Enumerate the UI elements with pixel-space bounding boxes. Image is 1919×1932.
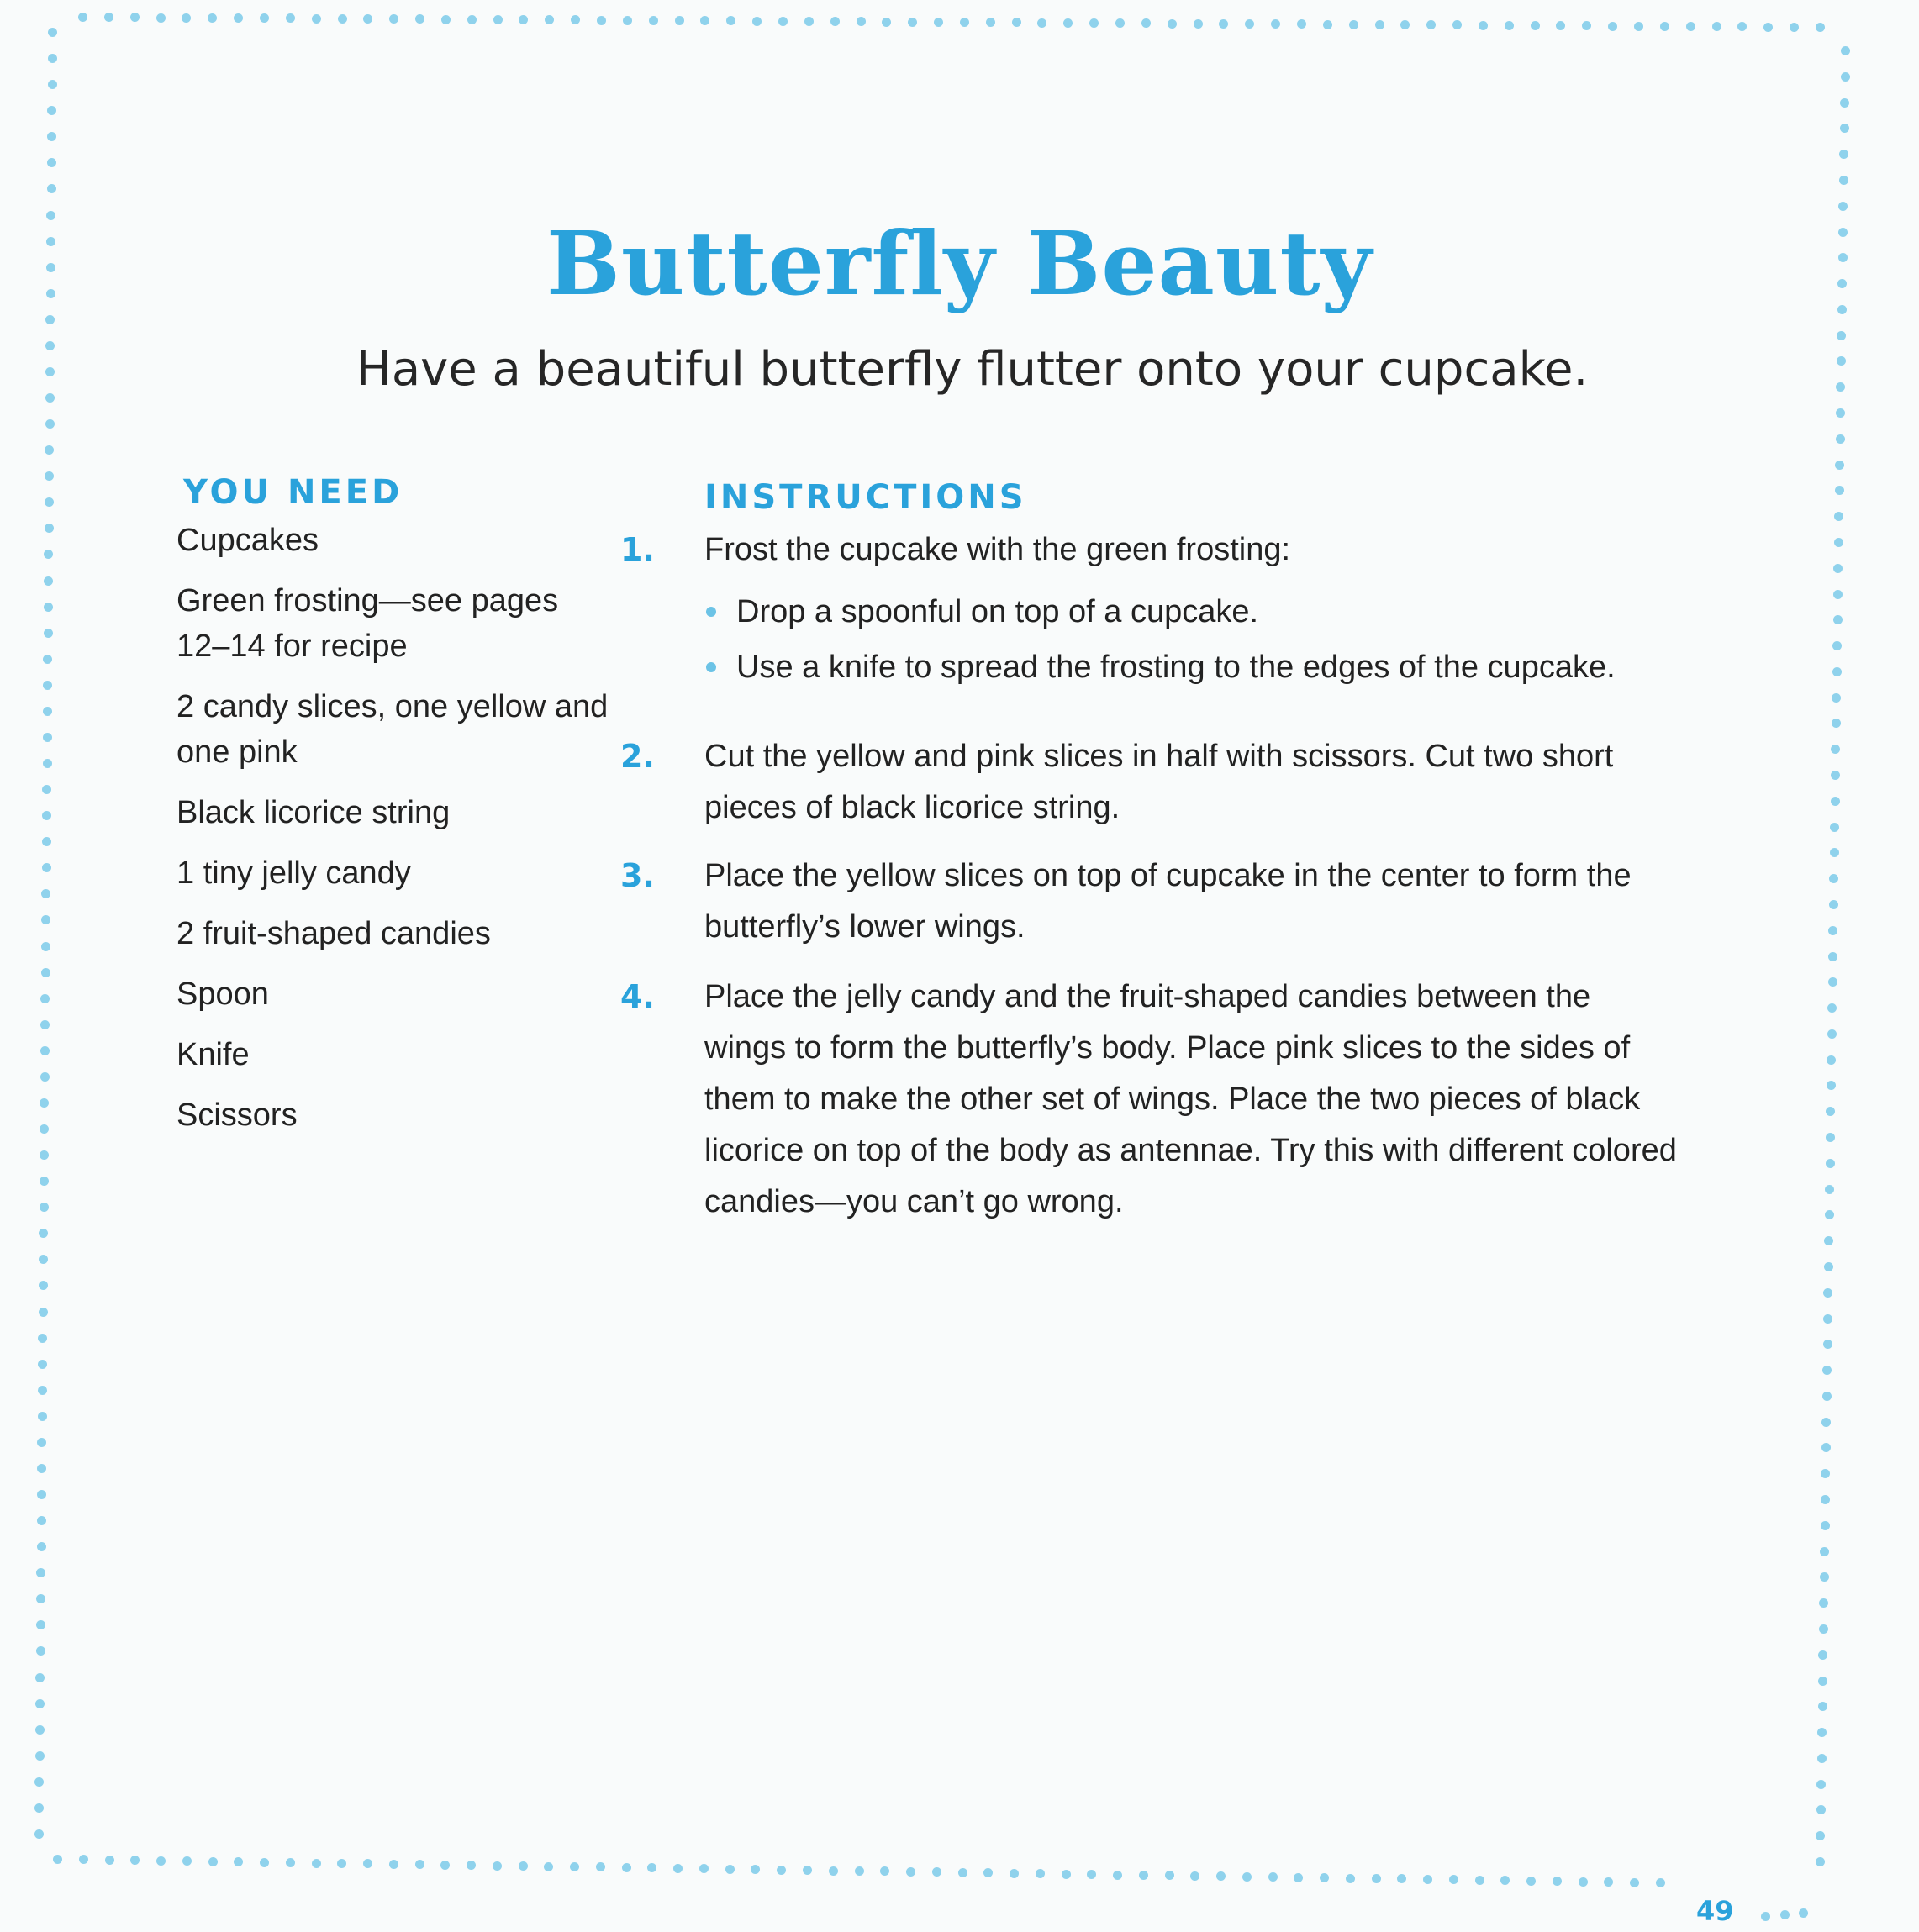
list-item: Scissors bbox=[177, 1098, 298, 1133]
step-text: Cut the yellow and pink slices in half with scissors. Cut two short pieces of black licorice string. bbox=[704, 739, 1614, 825]
border-dot bbox=[40, 1020, 50, 1029]
border-dot bbox=[1821, 1418, 1831, 1427]
border-dot bbox=[1479, 21, 1488, 30]
border-dot bbox=[43, 759, 52, 768]
border-dot bbox=[42, 785, 51, 794]
border-dot bbox=[1833, 564, 1843, 573]
border-dot bbox=[958, 1868, 967, 1877]
border-dot bbox=[48, 80, 57, 89]
list-item: Knife bbox=[177, 1037, 250, 1072]
border-dot bbox=[1712, 22, 1721, 31]
border-dot bbox=[441, 15, 451, 24]
border-dot bbox=[1841, 72, 1850, 82]
border-dot bbox=[44, 550, 53, 559]
border-dot bbox=[751, 1865, 760, 1874]
border-dot bbox=[1139, 1871, 1148, 1880]
border-dot bbox=[1397, 1874, 1406, 1883]
border-dot bbox=[37, 1542, 46, 1551]
border-dot bbox=[36, 1568, 45, 1577]
border-dot bbox=[1242, 1872, 1252, 1882]
border-dot bbox=[1826, 1107, 1835, 1116]
border-dot bbox=[467, 15, 477, 24]
border-dot bbox=[1839, 176, 1848, 185]
border-dot bbox=[208, 1857, 218, 1866]
border-dot bbox=[986, 18, 995, 27]
border-dot bbox=[934, 18, 943, 27]
border-dot bbox=[34, 1803, 44, 1813]
border-dot bbox=[312, 14, 321, 24]
border-dot bbox=[338, 14, 347, 24]
border-dot bbox=[1835, 461, 1844, 470]
border-dot bbox=[1423, 1875, 1432, 1884]
border-dot bbox=[36, 1594, 45, 1603]
border-dot bbox=[596, 1862, 605, 1871]
border-dot bbox=[519, 15, 528, 24]
border-dot bbox=[622, 1863, 631, 1872]
border-dot bbox=[105, 1856, 114, 1865]
border-dot bbox=[1816, 1831, 1825, 1840]
border-dot bbox=[493, 1861, 502, 1871]
border-dot bbox=[37, 1438, 46, 1447]
instruction-step-3 bbox=[620, 850, 1679, 953]
border-dot bbox=[1165, 1871, 1174, 1880]
border-dot bbox=[1816, 1805, 1826, 1814]
border-dot bbox=[78, 13, 87, 22]
border-dot bbox=[1799, 1908, 1808, 1918]
border-dot bbox=[1832, 641, 1842, 650]
border-dot bbox=[44, 629, 53, 638]
border-dot bbox=[1505, 21, 1514, 30]
border-dot bbox=[906, 1867, 915, 1877]
border-dot bbox=[1297, 19, 1306, 29]
border-dot bbox=[47, 158, 56, 167]
border-dot bbox=[37, 1490, 46, 1499]
border-dot bbox=[1825, 1210, 1834, 1219]
border-dot bbox=[1820, 1547, 1829, 1556]
border-dot bbox=[35, 1725, 45, 1735]
border-dot bbox=[234, 13, 243, 23]
border-dot bbox=[46, 211, 55, 220]
border-dot bbox=[45, 471, 54, 481]
bullet-icon bbox=[706, 607, 716, 617]
border-dot bbox=[1819, 1598, 1828, 1608]
border-dot bbox=[1838, 202, 1848, 211]
border-dot bbox=[1608, 22, 1617, 31]
border-dot bbox=[39, 1255, 48, 1264]
border-dot bbox=[1216, 1871, 1226, 1881]
step-text: Place the jelly candy and the fruit-shaped candies between the wings to form the butterfly’s body. Place pink slices to the sides of them to make the other set of wings. Place the two pieces of black licorice on top of the body as antennae. Try this with different colored candies—you can’t go wrong. bbox=[704, 979, 1677, 1219]
border-dot bbox=[882, 18, 891, 27]
instructions-heading: INSTRUCTIONS bbox=[704, 478, 1027, 517]
border-dot bbox=[1245, 19, 1254, 29]
border-dot bbox=[45, 419, 55, 429]
border-dot bbox=[1036, 1869, 1045, 1878]
border-dot bbox=[1816, 1857, 1825, 1866]
border-dot bbox=[1836, 434, 1845, 444]
bullet-icon bbox=[706, 662, 716, 672]
border-dot bbox=[1823, 1288, 1832, 1298]
border-dot bbox=[1526, 1877, 1536, 1886]
border-dot bbox=[1816, 23, 1825, 32]
border-dot bbox=[647, 1863, 656, 1872]
border-dot bbox=[493, 15, 503, 24]
sub-list-item bbox=[704, 640, 1679, 695]
step-number: 4. bbox=[620, 978, 655, 1015]
border-dot bbox=[35, 1673, 45, 1682]
list-item: 2 fruit-shaped candies bbox=[177, 916, 491, 951]
step-number: 1. bbox=[620, 531, 655, 568]
border-dot bbox=[38, 1360, 47, 1369]
border-dot bbox=[37, 1516, 46, 1525]
border-dot bbox=[286, 13, 295, 23]
border-dot bbox=[571, 15, 580, 24]
border-dot bbox=[908, 18, 917, 27]
border-dot bbox=[1089, 18, 1099, 28]
border-dot bbox=[38, 1334, 47, 1343]
border-dot bbox=[1840, 124, 1849, 133]
border-dot bbox=[1828, 926, 1837, 935]
border-dot bbox=[1828, 952, 1837, 961]
border-dot bbox=[1826, 1133, 1835, 1142]
border-dot bbox=[79, 1855, 88, 1864]
border-dot bbox=[1556, 21, 1565, 30]
border-dot bbox=[1656, 1878, 1665, 1887]
step-number: 3. bbox=[620, 857, 655, 894]
border-dot bbox=[545, 15, 554, 24]
list-item: Black licorice string bbox=[177, 795, 451, 830]
border-dot bbox=[1062, 1870, 1071, 1879]
border-dot bbox=[1604, 1877, 1613, 1887]
border-dot bbox=[777, 1866, 786, 1875]
border-dot bbox=[45, 315, 55, 324]
border-dot bbox=[1840, 98, 1849, 108]
border-dot bbox=[1579, 1877, 1588, 1887]
border-dot bbox=[1268, 1872, 1278, 1882]
border-dot bbox=[34, 1829, 44, 1839]
border-dot bbox=[1063, 18, 1073, 28]
border-dot bbox=[1817, 1754, 1827, 1763]
border-dot bbox=[1824, 1236, 1833, 1245]
border-dot bbox=[39, 1229, 48, 1238]
border-dot bbox=[104, 13, 113, 22]
border-dot bbox=[1219, 19, 1228, 29]
border-dot bbox=[1531, 21, 1540, 30]
border-dot bbox=[1835, 486, 1844, 495]
border-dot bbox=[649, 16, 658, 25]
border-dot bbox=[880, 1866, 889, 1876]
border-dot bbox=[1824, 1262, 1833, 1271]
border-dot bbox=[42, 837, 51, 846]
border-dot bbox=[597, 16, 606, 25]
border-dot bbox=[1686, 22, 1695, 31]
list-item: Green frosting—see pages 12–14 for recipe bbox=[177, 583, 559, 664]
border-dot bbox=[1827, 1081, 1836, 1090]
border-dot bbox=[130, 13, 140, 22]
border-dot bbox=[45, 393, 55, 403]
border-dot bbox=[363, 1859, 372, 1868]
border-dot bbox=[389, 14, 398, 24]
border-dot bbox=[830, 17, 840, 26]
border-dot bbox=[1832, 693, 1841, 703]
border-dot bbox=[1831, 745, 1840, 754]
border-dot bbox=[1294, 1873, 1303, 1882]
border-dot bbox=[41, 915, 50, 924]
border-dot bbox=[1780, 1910, 1790, 1919]
border-dot bbox=[1818, 1677, 1827, 1686]
border-dot bbox=[1168, 19, 1177, 29]
border-dot bbox=[1660, 22, 1669, 31]
border-dot bbox=[1821, 1469, 1830, 1478]
border-dot bbox=[960, 18, 969, 27]
border-dot bbox=[1822, 1392, 1832, 1401]
border-dot bbox=[42, 811, 51, 820]
border-dot bbox=[1010, 1869, 1019, 1878]
step-text: Frost the cupcake with the green frosting: bbox=[704, 532, 1291, 567]
instruction-step-1 bbox=[620, 524, 1679, 695]
border-dot bbox=[1375, 20, 1384, 29]
border-dot bbox=[467, 1861, 476, 1870]
border-dot bbox=[286, 1858, 295, 1867]
border-dot bbox=[1821, 1521, 1830, 1530]
border-dot bbox=[44, 576, 53, 586]
border-dot bbox=[53, 1855, 62, 1864]
border-dot bbox=[36, 1620, 45, 1629]
border-dot bbox=[45, 497, 54, 507]
page-title: Butterfly Beauty bbox=[546, 212, 1373, 315]
border-dot bbox=[130, 1856, 140, 1865]
border-dot bbox=[415, 14, 424, 24]
border-dot bbox=[43, 707, 52, 716]
sub-list-text: Use a knife to spread the frosting to the edges of the cupcake. bbox=[736, 650, 1616, 685]
border-dot bbox=[156, 1856, 166, 1866]
border-dot bbox=[1553, 1877, 1562, 1886]
instruction-step-2 bbox=[620, 731, 1679, 834]
border-dot bbox=[1475, 1876, 1484, 1885]
border-dot bbox=[39, 1308, 48, 1317]
border-dot bbox=[1630, 1878, 1639, 1887]
list-item: Spoon bbox=[177, 977, 269, 1012]
border-dot bbox=[38, 1386, 47, 1395]
border-dot bbox=[1830, 848, 1839, 857]
sub-list-text: Drop a spoonful on top of a cupcake. bbox=[736, 594, 1259, 629]
border-dot bbox=[1828, 977, 1837, 987]
border-dot bbox=[699, 1864, 709, 1873]
border-dot bbox=[675, 16, 684, 25]
border-dot bbox=[570, 1862, 579, 1871]
border-dot bbox=[1426, 20, 1436, 29]
border-dot bbox=[1821, 1495, 1830, 1504]
border-dot bbox=[857, 17, 866, 26]
border-dot bbox=[1761, 1912, 1770, 1921]
border-dot bbox=[1634, 22, 1643, 31]
border-dot bbox=[47, 106, 56, 115]
list-item: Cupcakes bbox=[177, 523, 319, 558]
border-dot bbox=[752, 17, 762, 26]
border-dot bbox=[337, 1859, 346, 1868]
border-dot bbox=[41, 968, 50, 977]
border-dot bbox=[41, 889, 50, 898]
border-dot bbox=[48, 28, 57, 37]
border-dot bbox=[1820, 1572, 1829, 1582]
border-dot bbox=[1831, 797, 1840, 806]
border-dot bbox=[1817, 1728, 1827, 1737]
sub-list-item bbox=[704, 584, 1679, 640]
border-dot bbox=[1825, 1185, 1834, 1194]
border-dot bbox=[34, 1777, 44, 1787]
list-item: 1 tiny jelly candy bbox=[177, 855, 411, 891]
border-dot bbox=[1400, 20, 1410, 29]
border-dot bbox=[1834, 512, 1843, 521]
step-number: 2. bbox=[620, 738, 655, 775]
border-dot bbox=[1839, 150, 1848, 159]
border-dot bbox=[1834, 538, 1843, 547]
border-dot bbox=[1827, 1003, 1837, 1013]
border-dot bbox=[47, 184, 56, 193]
border-dot bbox=[47, 132, 56, 141]
border-dot bbox=[932, 1867, 941, 1877]
border-dot bbox=[829, 1866, 838, 1876]
border-dot bbox=[1271, 19, 1280, 29]
border-dot bbox=[156, 13, 166, 23]
border-dot bbox=[855, 1866, 864, 1876]
border-dot bbox=[440, 1861, 450, 1870]
ingredients-list bbox=[177, 518, 614, 1153]
border-dot bbox=[1087, 1870, 1096, 1879]
border-dot bbox=[1012, 18, 1021, 27]
border-dot bbox=[1827, 1029, 1837, 1039]
border-dot bbox=[1323, 20, 1332, 29]
border-dot bbox=[1449, 1875, 1458, 1884]
border-dot bbox=[42, 863, 51, 872]
border-dot bbox=[1818, 1702, 1827, 1711]
border-dot bbox=[1836, 408, 1845, 418]
border-dot bbox=[1823, 1314, 1832, 1324]
border-dot bbox=[1763, 23, 1773, 32]
border-dot bbox=[41, 942, 50, 951]
step-sub-list bbox=[704, 584, 1679, 695]
border-dot bbox=[1833, 615, 1843, 624]
border-dot bbox=[725, 1865, 735, 1874]
border-dot bbox=[234, 1857, 243, 1866]
border-dot bbox=[39, 1281, 48, 1290]
border-dot bbox=[363, 14, 372, 24]
border-dot bbox=[44, 603, 53, 612]
border-dot bbox=[1822, 1366, 1832, 1375]
border-dot bbox=[38, 1412, 47, 1421]
border-dot bbox=[1823, 1340, 1832, 1349]
border-dot bbox=[45, 524, 54, 533]
border-dot bbox=[40, 1124, 49, 1134]
border-dot bbox=[1037, 18, 1046, 28]
border-dot bbox=[40, 1177, 49, 1186]
border-dot bbox=[673, 1864, 683, 1873]
you-need-heading: YOU NEED bbox=[183, 473, 403, 512]
border-dot bbox=[1818, 1650, 1827, 1660]
border-dot bbox=[519, 1861, 528, 1871]
border-dot bbox=[1829, 874, 1838, 883]
border-dot bbox=[260, 13, 269, 23]
border-dot bbox=[40, 1098, 49, 1108]
border-dot bbox=[778, 17, 788, 26]
border-dot bbox=[1841, 46, 1850, 55]
border-dot bbox=[1830, 823, 1839, 832]
border-dot bbox=[544, 1862, 553, 1871]
border-dot bbox=[1349, 20, 1358, 29]
border-dot bbox=[45, 445, 54, 455]
border-dot bbox=[40, 1203, 49, 1212]
border-dot bbox=[40, 994, 50, 1003]
border-dot bbox=[1819, 1624, 1828, 1634]
border-dot bbox=[40, 1046, 50, 1055]
border-dot bbox=[40, 1072, 50, 1082]
border-dot bbox=[43, 655, 52, 664]
border-dot bbox=[1500, 1876, 1510, 1885]
border-dot bbox=[1190, 1871, 1199, 1881]
border-dot bbox=[1837, 331, 1846, 340]
border-dot bbox=[1826, 1159, 1835, 1168]
border-dot bbox=[260, 1858, 269, 1867]
border-dot bbox=[1831, 771, 1840, 780]
border-dot bbox=[43, 733, 52, 742]
border-dot bbox=[803, 1866, 812, 1875]
border-dot bbox=[1816, 1780, 1826, 1789]
border-dot bbox=[35, 1751, 45, 1761]
border-dot bbox=[804, 17, 814, 26]
step-text: Place the yellow slices on top of cupcake in the center to form the butterfly’s lower wings. bbox=[704, 858, 1632, 945]
border-dot bbox=[1821, 1443, 1831, 1452]
border-dot bbox=[1582, 21, 1591, 30]
border-dot bbox=[312, 1859, 321, 1868]
border-dot bbox=[208, 13, 217, 23]
border-dot bbox=[1113, 1871, 1122, 1880]
border-dot bbox=[35, 1699, 45, 1708]
border-dot bbox=[1833, 590, 1843, 599]
border-dot bbox=[1452, 20, 1462, 29]
border-dot bbox=[37, 1464, 46, 1473]
border-dot bbox=[623, 16, 632, 25]
border-dot bbox=[1372, 1874, 1381, 1883]
border-dot bbox=[40, 1150, 49, 1160]
border-dot bbox=[1832, 719, 1841, 728]
list-item: 2 candy slices, one yellow and one pink bbox=[177, 689, 609, 770]
page-subtitle: Have a beautiful butterfly flutter onto your cupcake. bbox=[356, 342, 1589, 397]
border-dot bbox=[1194, 19, 1203, 29]
border-dot bbox=[1737, 22, 1747, 31]
border-dot bbox=[1832, 667, 1842, 676]
border-dot bbox=[36, 1646, 45, 1656]
border-dot bbox=[1141, 18, 1151, 28]
border-dot bbox=[389, 1860, 398, 1869]
border-dot bbox=[1320, 1873, 1329, 1882]
border-dot bbox=[726, 16, 735, 25]
instruction-step-4 bbox=[620, 971, 1679, 1228]
border-dot bbox=[1827, 1055, 1836, 1065]
border-dot bbox=[1829, 900, 1838, 909]
border-dot bbox=[1346, 1874, 1355, 1883]
border-dot bbox=[1790, 23, 1799, 32]
border-dot bbox=[983, 1868, 993, 1877]
border-dot bbox=[182, 13, 191, 23]
border-dot bbox=[182, 1856, 192, 1866]
border-dot bbox=[700, 16, 709, 25]
border-dot bbox=[48, 54, 57, 63]
border-dot bbox=[43, 681, 52, 690]
border-dot bbox=[1115, 18, 1125, 28]
border-dot bbox=[415, 1860, 424, 1869]
page-number: 49 bbox=[1696, 1895, 1734, 1927]
